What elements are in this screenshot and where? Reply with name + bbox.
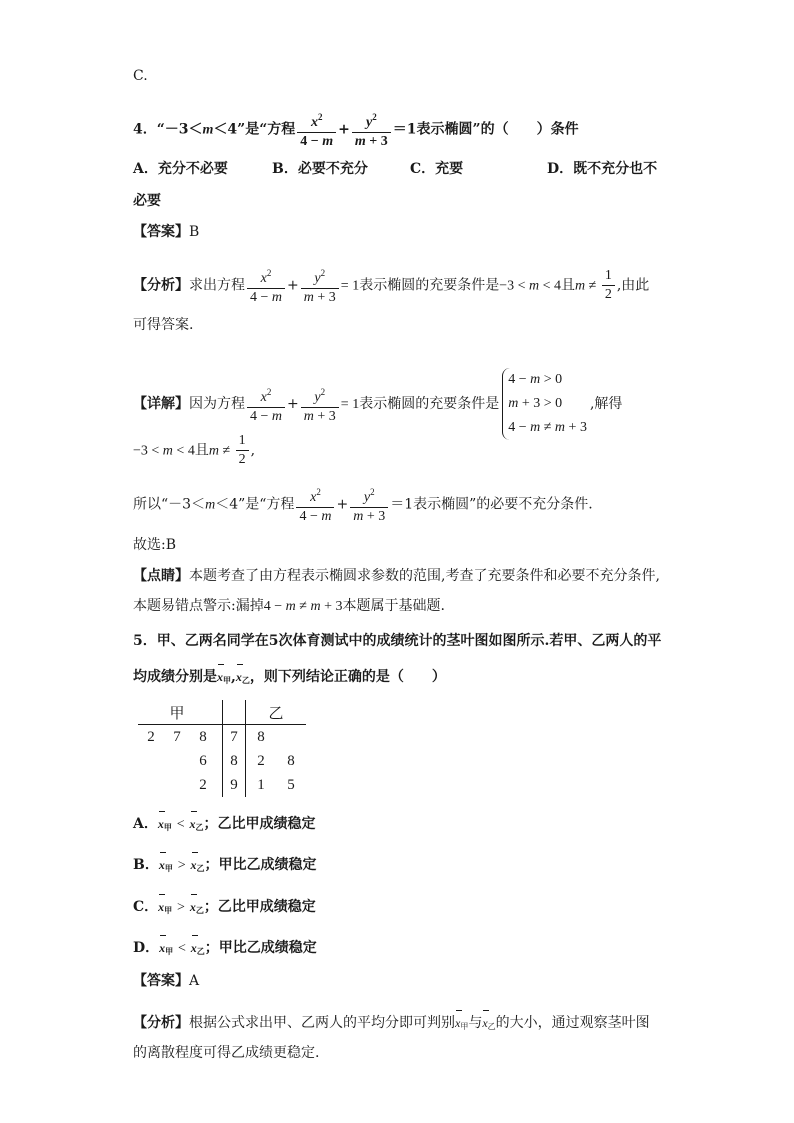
mean-jia: $x_甲$: [455, 1007, 468, 1039]
fraction-x2: $\frac{x^2}{4 - m}$: [247, 264, 285, 307]
q4-analysis-line2: [133, 313, 684, 337]
option-text: ；甲比乙成绩稳定: [204, 857, 317, 873]
q4-stem-text-a: “－3＜: [156, 121, 203, 138]
q4-conclusion-text-a: 所以“－3＜: [133, 496, 206, 513]
previous-answer-text: C.: [133, 68, 148, 84]
q5-analysis-text-d: 的离散程度可得乙成绩更稳定.: [133, 1045, 320, 1061]
leaf-yi: [276, 725, 306, 750]
q5-stem-text-b: ，则下列结论正确的是（ ）: [249, 669, 446, 685]
q5-stem-line2: 均成绩分别是$x_甲,x_乙$，则下列结论正确的是（ ）: [133, 661, 684, 693]
fraction-half: $\frac{1}{2}$: [236, 432, 249, 469]
q4-stem-var: m: [202, 122, 214, 138]
fraction-x2: $\frac{x^2}{4 - m}$: [297, 108, 336, 151]
stem-leaf-plot: [138, 700, 306, 797]
q4-choose-text: 故选:B: [133, 537, 177, 553]
leaf-jia: 8: [199, 728, 207, 745]
leaf-jia: 7: [173, 728, 181, 745]
stem-value: 7: [223, 725, 246, 750]
option-text: ；乙比甲成绩稳定: [203, 816, 316, 832]
q4-stem-text-c: ＝1表示椭圆”的（ ）条件: [392, 121, 579, 138]
q4-comment-text-a: 本题考查了由方程表示椭圆求参数的范围,考查了充要条件和必要不充分条件,: [189, 568, 660, 584]
leaf-jia: [138, 749, 164, 773]
leaf-jia: [164, 773, 190, 797]
q5-stem-text-a: 均成绩分别是: [133, 669, 217, 685]
option-letter: C．: [133, 899, 159, 915]
fraction-half: $\frac{1}{2}$: [602, 267, 615, 304]
comment-tag: 【点睛】: [133, 568, 189, 584]
q5-stem: [133, 629, 684, 653]
q4-analysis-text-d: 可得答案.: [133, 317, 194, 333]
mean-yi: $x_乙$: [482, 1007, 495, 1039]
q4-comment-text-b: 本题易错点警示:漏掉: [133, 598, 264, 614]
q4-option-a[interactable]: A．充分不必要: [133, 161, 228, 177]
leaf-yi: 8: [287, 752, 295, 769]
mean-yi: $x_乙$: [190, 891, 204, 923]
leaf-yi: 5: [287, 776, 295, 793]
q4-analysis: 【分析】求出方程 $\frac{x^2}{4 - m}$ + $\frac{y^2}{m + 3}$ = 1表示椭圆的充要条件是−3 < m < 4且m ≠ $\frac{1}{2}$ ,由此: [133, 264, 684, 307]
mean-jia: $x_甲$: [158, 808, 172, 840]
leaf-yi: 2: [257, 752, 265, 769]
mean-yi: $x_乙$: [191, 849, 205, 881]
q4-comment: [133, 564, 684, 588]
fraction-y2: $\frac{y^2}{m + 3}$: [301, 264, 339, 307]
q4-analysis-text-a: 求出方程: [189, 277, 245, 294]
option-text: ；乙比甲成绩稳定: [203, 899, 316, 915]
leaf-jia: 2: [199, 776, 207, 793]
q4-comment-line2: 本题易错点警示:漏掉4 − m ≠ m + 3本题属于基础题.: [133, 598, 445, 614]
q5-option-c[interactable]: [133, 891, 684, 923]
q5-answer: [133, 969, 684, 993]
q4-stem-text-b: ＜4”是“方程: [213, 121, 296, 138]
var-m: m: [205, 497, 216, 513]
q4-choose: [133, 533, 684, 557]
option-relation: <: [178, 941, 186, 956]
answer-tag: 【答案】: [133, 224, 189, 240]
detail-tag: 【详解】: [133, 396, 189, 412]
q5-analysis-text-b: 与: [468, 1015, 483, 1031]
mean-jia: $x_甲$: [159, 849, 173, 881]
option-letter: B．: [133, 857, 159, 873]
option-letter: D．: [133, 940, 160, 956]
stem-leaf-row: [138, 725, 306, 750]
q5-analysis: [133, 1007, 684, 1039]
q4-option-d-continued: [133, 189, 684, 213]
q5-stem-line1: 5．甲、乙两名同学在5次体育测试中的成绩统计的茎叶图如图所示.若甲、乙两人的平: [133, 633, 662, 649]
stem-value: 8: [223, 749, 246, 773]
previous-answer: [133, 64, 684, 88]
q4-detail: 【详解】因为方程 $\frac{x^2}{4 - m}$ + $\frac{y^2}{m + 3}$ = 1表示椭圆的充要条件是 4 − m > 0 m + 3 > 0 4 − m ≠ m + 3 ,解得: [133, 368, 684, 440]
q4-answer: [133, 220, 684, 244]
option-relation: >: [177, 858, 186, 873]
stem-leaf-header-jia: 甲: [138, 700, 216, 725]
leaf-jia: [138, 773, 164, 797]
option-letter: A．: [133, 816, 158, 832]
q5-option-a[interactable]: [133, 808, 684, 840]
mean-jia: $x_甲$: [217, 661, 231, 693]
q4-analysis-text-c: ,由此: [616, 277, 650, 294]
q4-analysis-text-b: 表示椭圆的充要条件是: [359, 277, 500, 294]
mean-yi: $x_乙$: [236, 661, 250, 693]
leaf-yi: 1: [257, 776, 265, 793]
q4-comment-text-c: 本题属于基础题.: [342, 598, 445, 614]
q4-conclusion-text-c: ＝1表示椭圆”的必要不充分条件.: [390, 496, 593, 513]
fraction-y2: $\frac{y^2}{m + 3}$: [352, 108, 391, 151]
leaf-jia: 6: [199, 752, 207, 769]
q4-detail-text-c: ,解得: [589, 396, 623, 412]
q4-conclusion-text-b: ＜4”是“方程: [215, 496, 295, 513]
stem-leaf-row: [138, 773, 306, 797]
q4-stem: 4．“－3＜m＜4”是“方程 $\frac{x^2}{4 - m}$ + $\frac{y^2}{m + 3}$ ＝1表示椭圆”的（ ）条件: [133, 108, 684, 151]
fraction-y2: $\frac{y^2}{m + 3}$: [301, 383, 339, 426]
stem-value: 9: [223, 773, 246, 797]
fraction-x2: $\frac{x^2}{4 - m}$: [247, 383, 285, 426]
q4-detail-text-b: 表示椭圆的充要条件是: [359, 396, 500, 412]
q4-detail-text-d: ,: [250, 442, 256, 459]
inequality-system: 4 − m > 0 m + 3 > 0 4 − m ≠ m + 3: [502, 368, 587, 440]
fraction-x2: $\frac{x^2}{4 - m}$: [296, 483, 334, 526]
option-relation: <: [176, 817, 185, 832]
q4-option-c[interactable]: C．充要: [410, 161, 464, 177]
leaf-yi: 8: [257, 728, 265, 745]
fraction-y2: $\frac{y^2}{m + 3}$: [350, 483, 388, 526]
q4-detail-line2: −3 < m < 4且m ≠ $\frac{1}{2}$ ,: [133, 433, 256, 467]
stem-leaf-header-yi: 乙: [246, 700, 307, 725]
q4-option-b[interactable]: B．必要不充分: [272, 161, 368, 177]
q5-analysis-line2: [133, 1041, 684, 1065]
q4-number: 4．: [133, 121, 157, 138]
leaf-jia: 2: [147, 728, 155, 745]
q4-conclusion: 所以“－3＜m＜4”是“方程 $\frac{x^2}{4 - m}$ + $\frac{y^2}{m + 3}$ ＝1表示椭圆”的必要不充分条件.: [133, 483, 684, 526]
q4-option-d[interactable]: D．既不充分也不: [547, 161, 658, 177]
mean-jia: $x_甲$: [158, 891, 172, 923]
answer-tag: 【答案】: [133, 973, 189, 989]
analysis-tag: 【分析】: [133, 1015, 189, 1031]
q5-answer-value: A: [189, 973, 200, 989]
option-text: ；甲比乙成绩稳定: [204, 940, 317, 956]
q5-option-d[interactable]: [133, 932, 684, 964]
q4-option-d-cont-text: 必要: [133, 193, 161, 209]
mean-yi: $x_乙$: [191, 932, 205, 964]
q5-analysis-text-a: 根据公式求出甲、乙两人的平均分即可判别: [189, 1015, 455, 1031]
q4-detail-text-a: 因为方程: [189, 396, 245, 412]
mean-jia: $x_甲$: [159, 932, 173, 964]
q5-analysis-text-c: 的大小，通过观察茎叶图: [495, 1015, 650, 1031]
leaf-jia: [164, 749, 190, 773]
option-relation: >: [177, 900, 185, 915]
q5-option-b[interactable]: [133, 849, 684, 881]
stem-leaf-row: [138, 749, 306, 773]
analysis-tag: 【分析】: [133, 277, 189, 294]
mean-yi: $x_乙$: [190, 808, 204, 840]
stem-leaf-stem-header: [223, 700, 246, 725]
q4-answer-value: B: [189, 224, 200, 240]
